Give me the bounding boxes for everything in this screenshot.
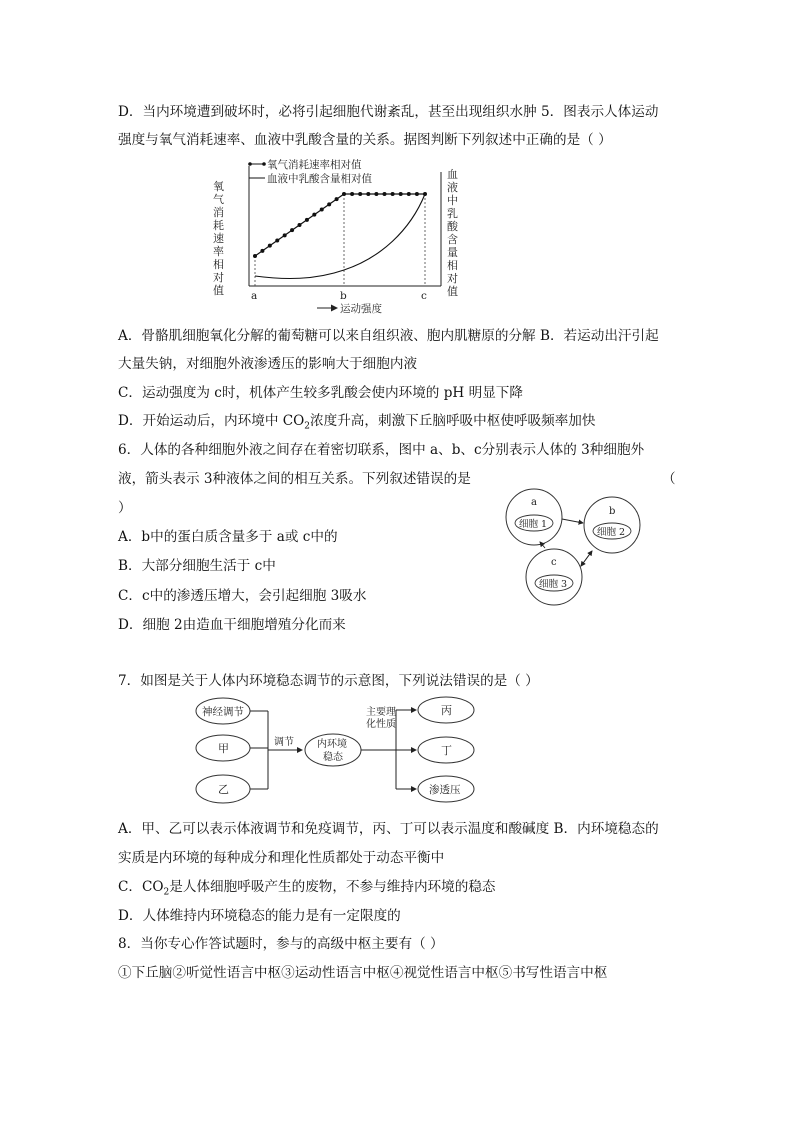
series-o2-points bbox=[253, 192, 427, 258]
y-axis-label-left bbox=[213, 179, 224, 297]
y-axis-label-right-char: 含 bbox=[447, 233, 458, 246]
y-axis-label-left-char: 氧 bbox=[213, 180, 224, 193]
cell1-label: 细胞 1 bbox=[519, 519, 548, 530]
legend-lactic: 血液中乳酸含量相对值 bbox=[267, 173, 372, 185]
text-line: A．b中的蛋白质含量多于 a或 c中的 bbox=[118, 529, 338, 545]
body-fluid-diagram bbox=[505, 485, 655, 607]
series-o2-point bbox=[399, 192, 403, 196]
text-line: D．人体维持内环境稳态的能力是有一定限度的 bbox=[118, 908, 401, 924]
series-o2-point bbox=[305, 218, 309, 222]
node-shenjing: 神经调节 bbox=[202, 706, 244, 718]
series-o2-point bbox=[283, 233, 287, 237]
series-o2-point bbox=[312, 213, 316, 217]
series-o2-point bbox=[268, 244, 272, 248]
y-axis-label-right-char: 中 bbox=[447, 194, 458, 207]
text-line: 大量失钠，对细胞外液渗透压的影响大于细胞内液 bbox=[118, 356, 418, 372]
y-axis-label-right-char: 值 bbox=[447, 285, 458, 298]
node-jia: 甲 bbox=[218, 742, 229, 755]
series-o2-point bbox=[298, 223, 302, 227]
node-ding: 丁 bbox=[441, 744, 452, 757]
text-line: 8．当你专心作答试题时，参与的高级中枢主要有（ ） bbox=[118, 936, 444, 952]
label-tiaojie: 调节 bbox=[274, 737, 294, 748]
y-axis-label-left-char: 耗 bbox=[213, 219, 224, 232]
text-line: 7．如图是关于人体内环境稳态调节的示意图，下列说法错误的是（ ） bbox=[118, 673, 539, 689]
fluid-b-label: b bbox=[609, 506, 616, 517]
exercise-chart bbox=[205, 156, 467, 316]
series-o2-point bbox=[290, 228, 294, 232]
text-line: C．c中的渗透压增大，会引起细胞 3吸水 bbox=[118, 588, 367, 604]
series-o2-point bbox=[415, 192, 419, 196]
y-axis-label-left-char: 对 bbox=[213, 271, 224, 284]
y-axis-label-right bbox=[447, 168, 459, 298]
text-line: 强度与氧气消耗速率、血液中乳酸含量的关系。据图判断下列叙述中正确的是（ ） bbox=[118, 132, 612, 148]
series-o2-point bbox=[366, 192, 370, 196]
y-axis-label-left-char: 值 bbox=[213, 284, 224, 297]
cell2-label: 细胞 2 bbox=[597, 527, 626, 538]
text-line: A．甲、乙可以表示体液调节和免疫调节，丙、丁可以表示温度和酸碱度 B．内环境稳态的 bbox=[118, 821, 659, 837]
text-line: C．$CO_2$是人体细胞呼吸产生的废物，不参与维持内环境的稳态 bbox=[118, 879, 496, 898]
text-line: B．大部分细胞生活于 c中 bbox=[118, 558, 276, 574]
text-line: 实质是内环境的每种成分和理化性质都处于动态平衡中 bbox=[118, 850, 445, 866]
node-yi: 乙 bbox=[218, 783, 229, 796]
series-o2-point bbox=[275, 239, 279, 243]
series-o2-point bbox=[407, 192, 411, 196]
fluid-a-label: a bbox=[531, 497, 537, 508]
y-axis-label-right-char: 乳 bbox=[447, 207, 458, 220]
text-line: ） bbox=[118, 500, 132, 516]
series-o2-point bbox=[391, 192, 395, 196]
node-neihuanjing-1: 内环境 bbox=[317, 739, 347, 750]
node-bing: 丙 bbox=[441, 704, 452, 717]
y-axis-label-right-char: 相 bbox=[447, 259, 458, 272]
y-axis-label-left-char: 相 bbox=[213, 258, 224, 271]
y-axis-label-right-char: 血 bbox=[447, 168, 458, 181]
series-o2-point bbox=[253, 254, 257, 258]
series-o2-point bbox=[320, 208, 324, 212]
y-axis-label-right-char: 液 bbox=[447, 181, 458, 194]
tick-b: b bbox=[340, 290, 347, 302]
text-line: 6．人体的各种细胞外液之间存在着密切联系，图中 a、b、c分别表示人体的 3种细胞外 bbox=[118, 442, 645, 458]
series-lactic-line bbox=[255, 194, 425, 278]
node-shentouya: 渗透压 bbox=[429, 784, 461, 796]
y-axis-label-left-char: 速 bbox=[213, 232, 224, 245]
tick-c: c bbox=[421, 290, 427, 302]
series-o2-point bbox=[374, 192, 378, 196]
text-line: ①下丘脑②听觉性语言中枢③运动性语言中枢④视觉性语言中枢⑤书写性语言中枢 bbox=[118, 965, 608, 981]
node-neihuanjing-2: 稳态 bbox=[323, 752, 343, 763]
x-axis-label: 运动强度 bbox=[340, 303, 382, 315]
label-zhuyao-2: 化性质 bbox=[366, 719, 396, 730]
text-line: C．运动强度为 c时，机体产生较多乳酸会使内环境的 pH 明显下降 bbox=[118, 385, 523, 401]
y-axis-label-left-char: 率 bbox=[213, 245, 224, 258]
text-line: A．骨骼肌细胞氧化分解的葡萄糖可以来自组织液、胞内肌糖原的分解 B．若运动出汗引起 bbox=[118, 328, 659, 344]
y-axis-label-right-char: 酸 bbox=[447, 220, 458, 233]
text-line: D．开始运动后，内环境中 $CO_2$浓度升高，刺激下丘脑呼吸中枢使呼吸频率加快 bbox=[118, 413, 596, 432]
y-axis-label-left-char: 消 bbox=[213, 206, 224, 219]
series-o2-point bbox=[260, 249, 264, 253]
legend-o2: 氧气消耗速率相对值 bbox=[267, 159, 362, 171]
homeostasis-diagram bbox=[190, 694, 480, 806]
series-o2-point bbox=[327, 202, 331, 206]
series-o2-point bbox=[350, 192, 354, 196]
series-o2-point bbox=[342, 192, 346, 196]
y-axis-label-left-char: 气 bbox=[213, 193, 224, 206]
text-paren: （ bbox=[662, 471, 676, 487]
y-axis-label-right-char: 对 bbox=[447, 272, 458, 285]
series-o2-point bbox=[383, 192, 387, 196]
series-o2-point bbox=[358, 192, 362, 196]
text-line: D．细胞 2由造血干细胞增殖分化而来 bbox=[118, 617, 346, 633]
text-line: D．当内环境遭到破坏时，必将引起细胞代谢紊乱，甚至出现组织水肿 5．图表示人体运动 bbox=[118, 104, 659, 120]
y-axis-label-right-char: 量 bbox=[447, 246, 458, 259]
fluid-c-label: c bbox=[551, 557, 557, 568]
series-o2-line bbox=[255, 194, 425, 256]
cell3-label: 细胞 3 bbox=[539, 579, 568, 590]
text-line: 液，箭头表示 3种液体之间的相互关系。下列叙述错误的是 bbox=[118, 471, 471, 487]
tick-a: a bbox=[251, 290, 258, 302]
series-o2-point bbox=[335, 197, 339, 201]
label-zhuyao-1: 主要理 bbox=[366, 707, 396, 718]
